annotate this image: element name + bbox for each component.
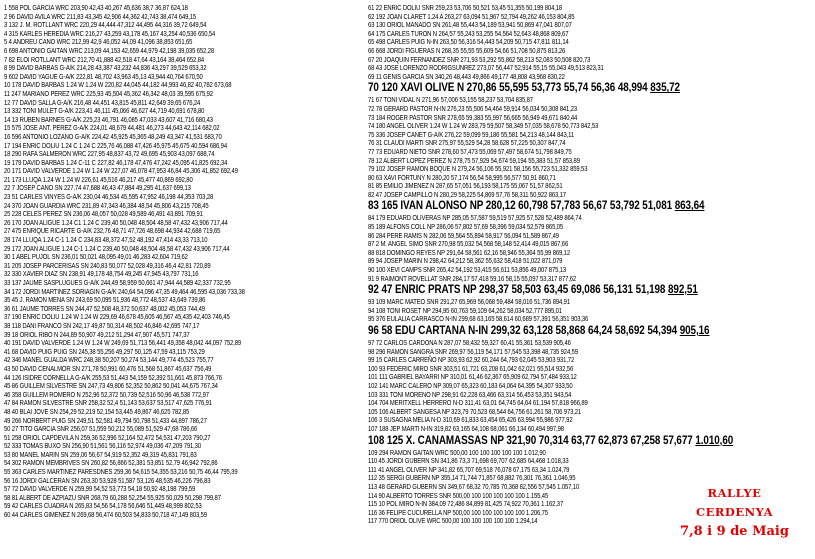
result-row: 22 7 JOSEP CANO SN 227,74 47,688 46,43 47,884 49,295 41,637 699,13	[4, 184, 191, 193]
results-column-left	[4, 4, 366, 520]
result-row-text: 70 120 XAVI OLIVE N 270,86 55,595 53,773 55,74 56,36 48,994	[368, 82, 651, 95]
result-row-text: 81 85 EMILIO JIMENEZ N 287,65 57,051 56,193 58,175 55,067 51,57 862,51	[368, 182, 563, 191]
rally-title: RALLYE	[707, 486, 762, 500]
result-row-text: 82 47 JOSEP CAMPILLO N 280,29 58,225 54,869 57,76 58,311 50,922 863,17	[368, 190, 566, 199]
result-row	[368, 373, 737, 382]
result-total-time: 1.010,60	[695, 434, 734, 447]
result-row-text: 73 184 ROGER PASTOR SNR 278,65 59,383 55,997 56,665 56,949 49,671 840,44	[368, 113, 578, 122]
result-row: 10 178 DAVID BARBAS 1.24 W 1.24 W 220,82 44,045 44,182 44,993 46,82 40,782 673,68	[4, 81, 232, 90]
result-row-text: 114 90 ALBERTO TORRES SNR 500,00 100 100 100 100 100 1.155,45	[368, 491, 549, 500]
result-row: 48 40 BLAI JOVE SN 254,29 52,219 52,154 53,445 49,867 46,625 782,85	[4, 407, 190, 416]
result-row-text: 65 498 CARLES PUIG N-IN 263,50 56,316 54,443 54,209 50,715 47,811 811,14	[368, 38, 569, 47]
result-row-text: 80 63 XAVI FORTUNY N 280,20 57,174 56,54 58,995 56,577 50,91 860,71	[368, 173, 556, 182]
result-row-text: 69 11 GENIS GARCIA SN 340,26 48,443 49,866 49,177 48,808 43,968 830,22	[368, 72, 565, 81]
result-row	[368, 275, 737, 284]
result-row: 42 346 MANEL GUALDA WRC 248,38 50,207 50,274 53,144 49,774 45,523 755,77	[4, 356, 214, 365]
result-row	[368, 96, 737, 105]
result-row-text: 74 180 ANGEL OLIVER 1.24 W 1.24 W 283,79 59,507 58,349 57,035 58,678 50,773 842,53	[368, 122, 599, 131]
result-row: 47 84 RAMON SILVESTRE SNR 258,32 52,4 51,143 53,637 53,517 47,625 776,91	[4, 399, 212, 408]
result-row	[368, 21, 737, 30]
result-row-text: 72 78 GERARD PASTOR N-IN 276,23 55,506 54,464 59,914 56,034 50,308 841,23	[368, 104, 578, 113]
result-row-text: 78 12 ALBERT LOPEZ PEREZ N 278,75 57,929 54,674 59,194 55,383 51,57 853,89	[368, 156, 580, 165]
result-row-text: 68 43 JOSE LORENZO RODRIGSUNREZ 273,07 56,447 52,914 55,15 55,043 49,513 823,31	[368, 64, 604, 73]
result-row-text: 97 72 CARLOS CARDONA N 287,07 58,432 59,327 60,41 55,361 53,539 905,46	[368, 339, 571, 347]
result-row	[368, 298, 737, 307]
result-row	[368, 13, 737, 22]
result-row-text: 113 48 GERARD GUBERN SN 349,67 68,32 70,785 70,368 82,556 57,545 1.057,10	[368, 482, 580, 491]
result-row: 34 172 JORDI MARTINEZ SORIAGIN G-A/K 240,64 54,096 47,35 49,464 46,595 43,036 733,38	[4, 287, 245, 296]
result-row	[368, 47, 737, 56]
result-row-text: 62 192 JOAN CLARET 1.24 A 263,27 63,094 51,967 52,794 49,262 46,153 804,85	[368, 12, 575, 21]
result-row	[368, 365, 737, 374]
result-row-text: 61 22 ENRIC DOLIU SNR 259,23 53,706 50,521 53,45 51,355 50,199 804,18	[368, 4, 563, 12]
result-row	[368, 266, 737, 275]
result-row-text: 63 130 ORIOL MANADO SN 261,48 55,443 54,189 53,941 50,869 47,041 807,07	[368, 21, 572, 30]
result-row: 25 228 CELES PEREZ SN 236,06 48,057 50,028 49,589 46,491 43,891 709,91	[4, 210, 203, 219]
result-row: 53 80 MANEL MARIN SN 259,06 56,67 54,919 52,352 49,319 45,831 791,83	[4, 450, 197, 459]
result-row	[368, 122, 737, 131]
rally-dates: 7,8 i 9 de Maig	[680, 524, 789, 539]
result-row-text: 115 10 POL MIRO N-IN 384,09 72,486 84,899 81,425 74,922 70,361 1.162,37	[368, 500, 564, 509]
result-row: 7 82 ELOI ROTLLANT WRC 212,70 41,888 42,518 47,64 43,164 38,464 652,84	[4, 55, 205, 64]
result-row	[368, 174, 737, 183]
result-row: 28 174 LLUQA 1.24 C-1 1.24 C 234,83 48,372 47,52 48,192 47,414 43,33 713,10	[4, 236, 208, 245]
result-row: 27 475 ENRIQUE RICARTE G-A/K 232,76 48,71 47,726 48,698 44,934 42,688 719,65	[4, 227, 221, 236]
result-row-text: 89 94 JOSEP MARIN N 298,42 64,212 58,362 55,632 58,418 51,022 871,079	[368, 257, 563, 266]
result-row: 54 302 RAMON MEMBRIVES SN 260,82 56,866 52,381 53,851 52,79 46,942 792,86	[4, 459, 218, 468]
result-row-text: 76 31 CLAUDI MARTI SNR 275,97 55,529 54,28 58,628 57,225 50,307 847,74	[368, 139, 566, 148]
result-row	[368, 474, 737, 483]
result-row-text: 92 47 ENRIC PRATS NP 298,37 58,503 63,45 69,086 56,131 51,198	[368, 284, 669, 297]
result-row: 49 266 NORBERT PUIG SN 249,51 52,581 49,794 50,798 51,433 44,897 786,27	[4, 416, 207, 425]
result-total-time: 905,16	[679, 325, 710, 337]
result-row-text: 110 45 JORDI GUBERN SN 341,86 73,3 71,698 69,707 62,685 64,468 1.018,33	[368, 457, 569, 466]
rally-title-block	[672, 484, 797, 541]
result-row: 18 290 RAFA SALMERON WRC 227,95 48,837 43,72 49,695 45,903 43,097 688,74	[4, 150, 215, 159]
result-row-text: 79 102 JOSEP RAMON BOQUE N 279,24 56,106 55,921 58,156 55,723 51,332 859,53	[368, 165, 588, 174]
result-total-time: 863,64	[674, 200, 705, 213]
result-row	[368, 416, 737, 425]
result-row-text: 109 294 RAMON GAITAN WRC 500,00 100 100 100 100 100 1.012,90	[368, 448, 546, 457]
result-row-text: 83 165 IVAN ALONSO NP 280,12 60,798 57,783 56,67 53,792 51,081	[368, 200, 675, 213]
result-row: 26 170 JOAN ALIGUE 1.24 C1 1.24 C 239,40 50,048 48,504 48,58 47,432 43,906 717,44	[4, 218, 228, 227]
result-row: 50 27 TITO GARCIA SNR 256,07 51,559 50,212 55,089 51,529 47,68 786,66	[4, 425, 198, 434]
result-total-time: 835,72	[650, 82, 680, 95]
result-row	[368, 182, 737, 191]
result-row: 55 363 CARLES MARTINEZ PARESDNES 259,36 54,615 54,355 53,216 50,75 46,44 795,39	[4, 468, 238, 477]
result-row	[368, 307, 737, 316]
result-row-text: 75 336 JOSEP CANET G-A/K 276,22 59,099 59,186 55,581 54,213 48,144 843,11	[368, 130, 574, 139]
result-row: 44 126 ISIDRE CORNELLA G-A/K 255,53 51,443 54,159 52,392 51,661 45,873 766,76	[4, 373, 222, 382]
result-row	[368, 356, 737, 365]
result-row	[368, 339, 737, 348]
result-row: 11 247 MARIANO PEREZ WRC 225,93 45,504 45,362 46,342 48,03 39,595 675,92	[4, 89, 213, 98]
result-row: 31 205 JOSEP PARCERISAS SN 240,83 50,077 52,028 49,316 46,4 42,81 720,89	[4, 261, 211, 270]
result-row	[368, 391, 737, 400]
result-row: 1 558 POL GARCIA WRC 203,90 42,43 40,267 45,636 38,7 36,87 624,18	[4, 4, 188, 12]
result-row	[368, 232, 737, 241]
result-row-text: 108 125 X. CANAMASSAS NP 321,90 70,314 63,77 62,873 67,258 57,677	[368, 434, 696, 447]
result-row-text: 104 704 MERITXELL HERRERO N-D 311,41 63,01 64,745 64,64 61,194 57,818 966,89	[368, 399, 588, 408]
result-row	[368, 139, 737, 148]
result-row-text: 107 188 JEP MARTI N-IN 319,82 63,165 64,108 68,061 66,134 60,494 997,98	[368, 424, 564, 433]
result-row	[368, 131, 737, 140]
result-row	[368, 73, 737, 82]
result-row	[368, 382, 737, 391]
result-row-text: 88 818 DOMINGO REYES NP 291,64 58,561 62,16 58,946 55,364 55,99 869,12	[368, 248, 570, 257]
result-row: 36 61 JAUME TORRES SN 244,47 52,508 48,372 50,637 48,002 45,053 744,49	[4, 304, 205, 313]
result-row: 51 258 ORIOL CAPDEVILA N 259,36 52,996 52,164 52,472 54,531 47,203 790,27	[4, 433, 211, 442]
result-row	[368, 165, 737, 174]
result-row: 15 575 JOSE ANT. PEREZ G-A/K 224,01 48,679 44,481 46,273 44,643 42,114 682,02	[4, 124, 220, 133]
result-row: 8 99 DAVID BARBAS G-A/K 214,28 43,387 43,232 44,836 43,297 39,529 653,32	[4, 64, 207, 73]
result-row: 14 13 RUBEN BARNES G-A/K 225,23 46,791 46,085 47,033 43,607 41,716 680,43	[4, 115, 213, 124]
result-row: 56 16 JORDI GALCERAN SN 263,30 53,928 51,587 53,126 48,535 46,226 796,83	[4, 476, 211, 485]
highlighted-result-row	[368, 324, 751, 339]
result-row-text: 103 331 TONI MORENO NP 298,91 62,228 63,466 63,314 56,453 53,351 943,54	[368, 390, 572, 399]
result-row-text: 77 73 EDUARD NIETO SNR 278,60 57,473 55,069 57,497 58,674 51,798 849,75	[368, 147, 572, 156]
result-row: 57 72 DAVID VALVERDE N 259,99 54,52 53,773 54,18 50,92 48,198 799,59	[4, 485, 196, 494]
result-row	[368, 240, 737, 249]
result-row: 43 50 DAVID CENALMOR SN 271,78 50,991 60,476 51,568 51,867 45,637 756,49	[4, 364, 212, 373]
result-row: 38 118 DANI FRANCO SN 242,17 49,87 50,314 48,502 46,846 42,695 747,17	[4, 321, 200, 330]
result-row: 40 191 DAVID VALVERDE 1.24 W 1.24 W 249,69 51,713 56,441 49,358 48,042 44,097 752,89	[4, 339, 242, 348]
result-row: 39 18 ORIOL RIBO N 244,89 50,907 49,212 51,294 47,907 45,571 747,37	[4, 330, 190, 339]
result-row-text: 91 9 RAIMONT ROVELLAT SNR 284,17 57,418 59,16 58,15 55,097 53,317 877,62	[368, 274, 577, 283]
result-row	[368, 399, 737, 408]
result-row: 29 172 JOAN ALIGUE 1.24 C-1 1.24 C 239,40 50,048 48,504 48,58 47,432 43,906 717,44	[4, 244, 230, 253]
result-row-text: 106 3 SUSAGNA MELIA N-D 310,69 61,833 63,454 65,426 63,994 55,986 977,92	[368, 416, 573, 425]
result-row	[368, 56, 737, 65]
result-row: 19 179 DAVID BARBAS 1.24 C-11 C 227,82 46,178 47,476 47,242 45,095 41,825 692,34	[4, 158, 228, 167]
result-row: 33 137 JAUME SASPLUGUES G-A/K 244,49 58,959 50,661 47,944 44,589 42,337 732,95	[4, 279, 231, 287]
result-row	[368, 457, 737, 466]
result-row: 58 81 ALBERT DE AZPIAZU SNR 268,79 60,288 52,254 55,925 50,029 50,298 799,87	[4, 493, 221, 502]
result-row-text: 99 15 CARLES CARREÑO NP 303,93 62,92 60,244 64,793 62,045 53,903 931,72	[368, 356, 575, 365]
result-row-text: 71 67 TONI VIDAL N 271,96 57,006 53,155 58,237 53,704 835,87	[368, 96, 533, 105]
result-row	[368, 157, 737, 166]
result-row	[368, 223, 737, 232]
result-row-text: 116 36 FELIPE CUCURELLA NP 500,00 100 100 100 100 100 1.206,75	[368, 508, 548, 517]
result-row: 23 51 CARLES VINYES G-A/K 230,04 46,534 45,595 47,952 46,198 44,353 703,28	[4, 193, 214, 202]
highlighted-result-row	[368, 434, 751, 449]
result-row	[368, 315, 737, 324]
result-row	[368, 257, 737, 266]
result-row-text: 85 189 ALFONS COLL NP 286,06 57,802 57,69 58,396 59,034 52,579 865,05	[368, 223, 564, 232]
result-row: 45 86 GUILLEM SILVESTRE SN 247,73 49,806 52,352 50,862 50,041 44,675 767,34	[4, 382, 218, 391]
result-row: 20 171 DAVID VALVERDE 1.24 W 1.24 W 227,07 46,078 47,953 46,84 45,306 41,852 692,49	[4, 167, 238, 176]
result-row	[368, 4, 737, 13]
result-row: 30 1 ABEL PUJOL SN 236,01 50,021 48,095 49,01 46,283 42,604 719,62	[4, 253, 188, 262]
result-row	[368, 249, 737, 258]
result-row	[368, 191, 737, 200]
result-row: 6 698 ANTONIO GAITAN WRC 213,09 44,153 42,659 44,979 42,198 39,035 652,28	[4, 46, 215, 55]
result-row-text: 100 93 FEDERIC MIRO SNR 303,51 61,721 63,208 61,042 62,021 55,514 932,56	[368, 364, 574, 373]
result-row: 3 132 J. M. ROTLLANT WRC 220,29 44,444 47,312 44,495 44,316 39,72 649,54	[4, 21, 207, 30]
result-row	[368, 408, 737, 417]
highlighted-result-row	[368, 199, 751, 214]
result-row: 32 330 XAVIER DIAZ SN 238,91 49,178 48,754 49,245 47,945 43,797 731,16	[4, 270, 199, 279]
result-row-text: 96 58 EDU CARTANA N-IN 299,32 63,128 58,868 64,24 58,692 54,394	[368, 325, 680, 337]
result-row-text: 93 109 MARC MATEO SNR 291,27 65,969 56,068 59,484 58,016 51,736 894,91	[368, 298, 570, 307]
highlighted-result-row	[368, 81, 751, 96]
result-row-text: 101 111 GABRIEL BAYARRI NP 310,01 61,46 62,367 65,909 62,794 57,484 933,12	[368, 373, 577, 382]
result-row	[368, 425, 737, 434]
result-row	[368, 449, 737, 458]
result-row	[368, 114, 737, 123]
highlighted-result-row	[368, 283, 751, 298]
result-row: 16 596 ANTONIO LOZANO G-A/K 224,42 45,925 45,365 48,249 43,347 41,531 683,70	[4, 132, 222, 141]
result-row	[368, 105, 737, 114]
result-row-text: 87 2 M. ANGEL SIMO SNR 270,98 55,032 54,568 58,148 52,414 49,015 867,66	[368, 240, 569, 249]
result-row	[368, 348, 737, 357]
result-row: 46 358 GUILLEM ROMERO N 252,96 52,372 50,739 52,516 50,96 46,538 772,97	[4, 390, 209, 399]
result-row: 60 44 CARLES GIMENEZ N 269,68 56,474 60,503 54,833 50,718 47,149 803,59	[4, 511, 207, 520]
result-row-text: 117 770 ORIOL OLIVE WRC 500,00 100 100 100 100 100 1.294,14	[368, 517, 538, 526]
result-row-text: 67 20 JOAQUIN FERNANDEZ SNR 271,93 53,292 55,862 58,213 52,083 50,508 820,73	[368, 55, 591, 64]
result-row-text: 98 296 RAMON SANGRA SNR 269,97 56,119 54,171 57,545 53,398 48,735 924,59	[368, 347, 578, 356]
result-row-text: 66 668 JORDI FIGUERAS N 268,35 55,55 55,609 54,66 51,708 50,875 813,26	[368, 46, 566, 55]
result-row: 17 194 ENRIC DOLIU 1.24 C 1.24 C 225,76 46,088 47,426 45,975 45,675 40,594 686,94	[4, 141, 227, 150]
result-row	[368, 64, 737, 73]
result-row-text: 112 35 SERGI GUBERN NP 355,14 71,744 71,857 68,882 76,301 76,361 1.046,95	[368, 474, 576, 483]
result-row-text: 84 179 EDUARD OLIVERAS NP 285,05 57,587 59,519 57,925 57,528 52,489 864,74	[368, 214, 582, 223]
result-row-text: 95 376 EULALIA CARRASCO N-IN 299,68 63,165 58,614 60,689 57,391 56,351 903,36	[368, 315, 589, 324]
result-row-text: 90 100 XEVI CAMPS SNR 265,42 54,192 53,415 56,611 53,856 49,007 875,13	[368, 266, 567, 275]
result-row	[368, 214, 737, 223]
result-row: 35 45 J. RAMON MENA SN 243,69 50,095 51,936 48,772 48,537 43,649 739,86	[4, 296, 206, 305]
result-row: 9 602 DAVID YAGUE G-A/K 222,81 48,702 43,963 45,13 43,944 40,764 670,50	[4, 72, 203, 81]
result-row: 52 333 TOMAS BUXO SN 256,90 51,561 56,116 52,974 49,036 47,209 791,30	[4, 442, 201, 451]
result-row	[368, 466, 737, 475]
result-row-text: 111 41 ANGEL OLIVER NP 341,82 65,707 69,518 76,078 67,175 63,34 1.024,79	[368, 465, 570, 474]
result-row: 4 315 KARLES HEREDIA WRC 216,27 43,259 43,178 45,167 43,254 40,536 650,54	[4, 29, 216, 38]
result-row	[368, 38, 737, 47]
result-row	[368, 30, 737, 39]
result-row: 59 42 CARLES CUADRA N 265,83 54,56 54,178 56,646 51,449 48,999 802,53	[4, 502, 202, 511]
result-row-text: 86 284 PERE RAMIS N 282,06 59,564 55,894 58,917 56,094 51,589 867,49	[368, 231, 559, 240]
result-row-text: 94 108 TONI ROSET NP 294,95 60,763 59,109 64,262 58,034 52,777 895,01	[368, 306, 562, 315]
result-row-text: 64 175 CARLES TURON N 264,57 55,243 53,255 54,564 52,643 48,868 809,67	[368, 29, 569, 38]
result-row	[368, 148, 737, 157]
result-row: 21 173 LLUQA 1.24 W 1.24 W 226,61 45,516 46,217 45,477 40,869 692,80	[4, 175, 193, 184]
rally-location: CERDENYA	[695, 505, 774, 519]
result-row: 37 190 ENRIC DOLIU 1.24 W 1.24 W 229,69 46,678 45,605 46,567 45,435 42,403 746,45	[4, 313, 230, 322]
result-row: 41 68 DAVID PUIG PUIG SN 245,38 55,256 49,297 50,125 47,59 43,115 753,29	[4, 347, 205, 356]
result-row-text: 102 141 MARC CALERO NP 309,07 65,323 60,183 64,064 64,395 54,307 933,50	[368, 381, 573, 390]
result-row-text: 105 106 ALBERT SANGESA NP 323,79 70,523 68,544 64,756 61,261 58,706 973,21	[368, 407, 582, 416]
result-row: 5 4 ANDREU CANO WRC 212,99 42,9 46,052 44,09 41,096 38,853 651,65	[4, 38, 193, 47]
results-column-right	[368, 4, 813, 526]
result-row: 2 96 DAVID AVILA WRC 211,83 43,345 42,906 44,362 42,743 38,474 649,15	[4, 12, 197, 21]
result-row: 13 332 TONI MULET G-A/K 223,41 46,111 45,066 46,627 44,719 40,691 678,80	[4, 107, 205, 116]
result-total-time: 892,51	[668, 284, 698, 297]
result-row: 12 77 DAVID SALLA G-A/K 216,48 44,451 43,815 45,811 42,649 39,65 676,24	[4, 98, 201, 107]
result-row: 24 370 JOAN GUARDIA WRC 231,89 47,343 46,384 48,54 45,806 43,215 708,45	[4, 201, 209, 210]
